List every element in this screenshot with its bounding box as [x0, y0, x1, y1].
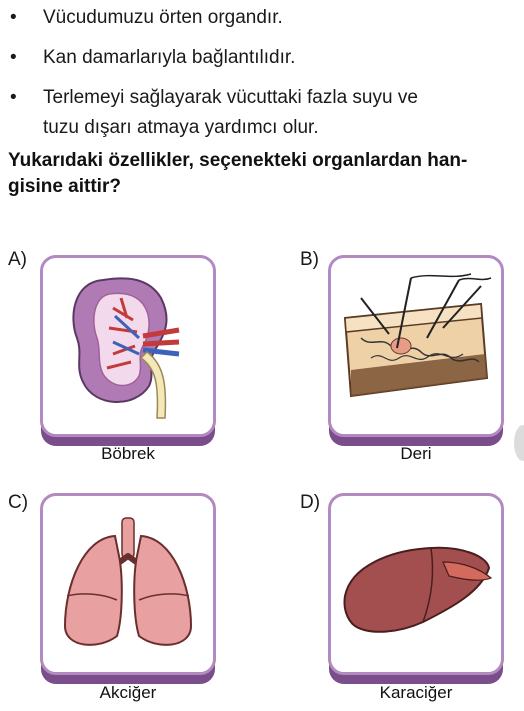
option-c-letter[interactable]: C) [8, 492, 29, 513]
liver-icon [331, 496, 501, 672]
option-a-letter[interactable]: A) [8, 249, 27, 270]
option-a-card[interactable] [40, 255, 216, 437]
bullet-text: Kan damarlarıyla bağlantılıdır. [43, 47, 296, 68]
bullet-text: Terlemeyi sağlayarak vücuttaki fazla suyu ve [43, 87, 418, 108]
bullet-dot: • [10, 7, 17, 28]
option-b-caption: Deri [400, 444, 432, 463]
bullet-text: tuzu dışarı atmaya yardımcı olur. [43, 117, 319, 138]
bullet-dot: • [10, 87, 17, 108]
option-a-caption: Böbrek [101, 444, 155, 463]
option-d-caption: Karaciğer [379, 683, 453, 702]
option-b-card[interactable] [328, 255, 504, 437]
option-b-letter[interactable]: B) [300, 249, 319, 270]
question-text [8, 148, 524, 200]
question-line: Yukarıdaki özellikler, seçenekteki organlardan han- [8, 150, 468, 171]
option-d-card[interactable] [328, 493, 504, 675]
lungs-icon [43, 496, 213, 672]
question-line: gisine aittir? [8, 176, 121, 197]
kidney-icon [43, 258, 213, 434]
option-c-caption: Akciğer [99, 683, 157, 702]
skin-icon [331, 258, 501, 434]
bullet-text: Vücudumuzu örten organdır. [43, 7, 283, 28]
edge-decoration [514, 425, 524, 461]
option-c-card[interactable] [40, 493, 216, 675]
option-d-letter[interactable]: D) [300, 492, 321, 513]
bullet-dot: • [10, 47, 17, 68]
